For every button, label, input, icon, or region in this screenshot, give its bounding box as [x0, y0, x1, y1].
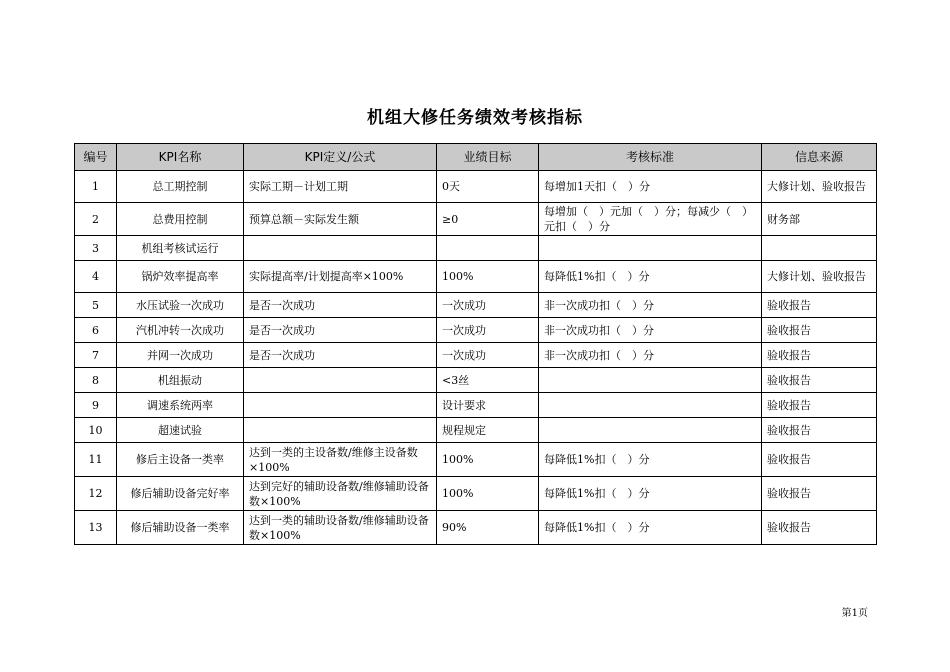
cell-name: 并网一次成功 [117, 343, 244, 368]
table-row [75, 203, 877, 236]
cell-target: 一次成功 [437, 293, 539, 318]
header-source: 信息来源 [762, 144, 877, 171]
page-title: 机组大修任务绩效考核指标 [367, 108, 583, 128]
cell-target: 设计要求 [437, 393, 539, 418]
table-row [75, 261, 877, 293]
cell-target: 100% [437, 261, 539, 293]
table-row [75, 236, 877, 261]
cell-source: 验收报告 [762, 318, 877, 343]
cell-source: 验收报告 [762, 343, 877, 368]
cell-definition: 是否一次成功 [244, 293, 437, 318]
cell-definition [244, 236, 437, 261]
cell-target: 100% [437, 443, 539, 477]
table-row [75, 368, 877, 393]
cell-no: 4 [75, 261, 117, 293]
cell-standard: 每降低1%扣（ ）分 [539, 261, 762, 293]
table-header-row [75, 144, 877, 171]
cell-standard: 非一次成功扣（ ）分 [539, 293, 762, 318]
cell-standard: 非一次成功扣（ ）分 [539, 318, 762, 343]
cell-no: 10 [75, 418, 117, 443]
cell-standard [539, 393, 762, 418]
table-row [75, 477, 877, 511]
cell-definition [244, 393, 437, 418]
cell-source: 验收报告 [762, 293, 877, 318]
cell-target: 规程规定 [437, 418, 539, 443]
cell-definition: 达到一类的辅助设备数/维修辅助设备数×100% [244, 511, 437, 545]
cell-no: 2 [75, 203, 117, 236]
cell-name: 总工期控制 [117, 171, 244, 203]
table-row [75, 318, 877, 343]
cell-definition: 预算总额－实际发生额 [244, 203, 437, 236]
cell-no: 11 [75, 443, 117, 477]
cell-no: 5 [75, 293, 117, 318]
cell-target: 100% [437, 477, 539, 511]
cell-name: 超速试验 [117, 418, 244, 443]
cell-no: 6 [75, 318, 117, 343]
cell-no: 7 [75, 343, 117, 368]
cell-name: 水压试验一次成功 [117, 293, 244, 318]
cell-source: 财务部 [762, 203, 877, 236]
table-row [75, 393, 877, 418]
cell-target: <3丝 [437, 368, 539, 393]
cell-name: 机组考核试运行 [117, 236, 244, 261]
cell-name: 调速系统两率 [117, 393, 244, 418]
header-standard: 考核标准 [539, 144, 762, 171]
cell-name: 总费用控制 [117, 203, 244, 236]
table-row [75, 171, 877, 203]
cell-name: 机组振动 [117, 368, 244, 393]
cell-standard [539, 236, 762, 261]
cell-name: 修后辅助设备一类率 [117, 511, 244, 545]
cell-source: 验收报告 [762, 443, 877, 477]
cell-source: 验收报告 [762, 477, 877, 511]
cell-source [762, 236, 877, 261]
cell-definition: 达到完好的辅助设备数/维修辅助设备数×100% [244, 477, 437, 511]
cell-no: 9 [75, 393, 117, 418]
cell-name: 修后主设备一类率 [117, 443, 244, 477]
cell-source: 大修计划、验收报告 [762, 171, 877, 203]
cell-target: 一次成功 [437, 343, 539, 368]
cell-definition: 实际工期－计划工期 [244, 171, 437, 203]
cell-no: 8 [75, 368, 117, 393]
table-row [75, 343, 877, 368]
cell-standard: 每降低1%扣（ ）分 [539, 443, 762, 477]
cell-source: 验收报告 [762, 511, 877, 545]
cell-definition: 实际提高率/计划提高率×100% [244, 261, 437, 293]
cell-source: 验收报告 [762, 418, 877, 443]
cell-source: 验收报告 [762, 368, 877, 393]
cell-definition: 达到一类的主设备数/维修主设备数×100% [244, 443, 437, 477]
cell-definition: 是否一次成功 [244, 318, 437, 343]
table-row [75, 293, 877, 318]
cell-target [437, 236, 539, 261]
header-kpi-name: KPI名称 [117, 144, 244, 171]
cell-source: 大修计划、验收报告 [762, 261, 877, 293]
cell-target: 0天 [437, 171, 539, 203]
header-kpi-definition: KPI定义/公式 [244, 144, 437, 171]
cell-no: 12 [75, 477, 117, 511]
cell-name: 汽机冲转一次成功 [117, 318, 244, 343]
cell-standard: 每增加（ ）元加（ ）分；每减少（ ）元扣（ ）分 [539, 203, 762, 236]
header-no: 编号 [75, 144, 117, 171]
table-row [75, 418, 877, 443]
cell-standard [539, 368, 762, 393]
table-row [75, 511, 877, 545]
kpi-table [74, 143, 877, 545]
cell-target: ≥0 [437, 203, 539, 236]
table-row [75, 443, 877, 477]
cell-target: 一次成功 [437, 318, 539, 343]
cell-standard: 每增加1天扣（ ）分 [539, 171, 762, 203]
cell-standard: 非一次成功扣（ ）分 [539, 343, 762, 368]
cell-standard [539, 418, 762, 443]
cell-definition: 是否一次成功 [244, 343, 437, 368]
cell-no: 1 [75, 171, 117, 203]
cell-target: 90% [437, 511, 539, 545]
cell-no: 13 [75, 511, 117, 545]
cell-standard: 每降低1%扣（ ）分 [539, 511, 762, 545]
header-target: 业绩目标 [437, 144, 539, 171]
cell-definition [244, 368, 437, 393]
cell-name: 修后辅助设备完好率 [117, 477, 244, 511]
cell-name: 锅炉效率提高率 [117, 261, 244, 293]
cell-no: 3 [75, 236, 117, 261]
page-number: 第1页 [841, 608, 868, 619]
cell-source: 验收报告 [762, 393, 877, 418]
cell-definition [244, 418, 437, 443]
cell-standard: 每降低1%扣（ ）分 [539, 477, 762, 511]
